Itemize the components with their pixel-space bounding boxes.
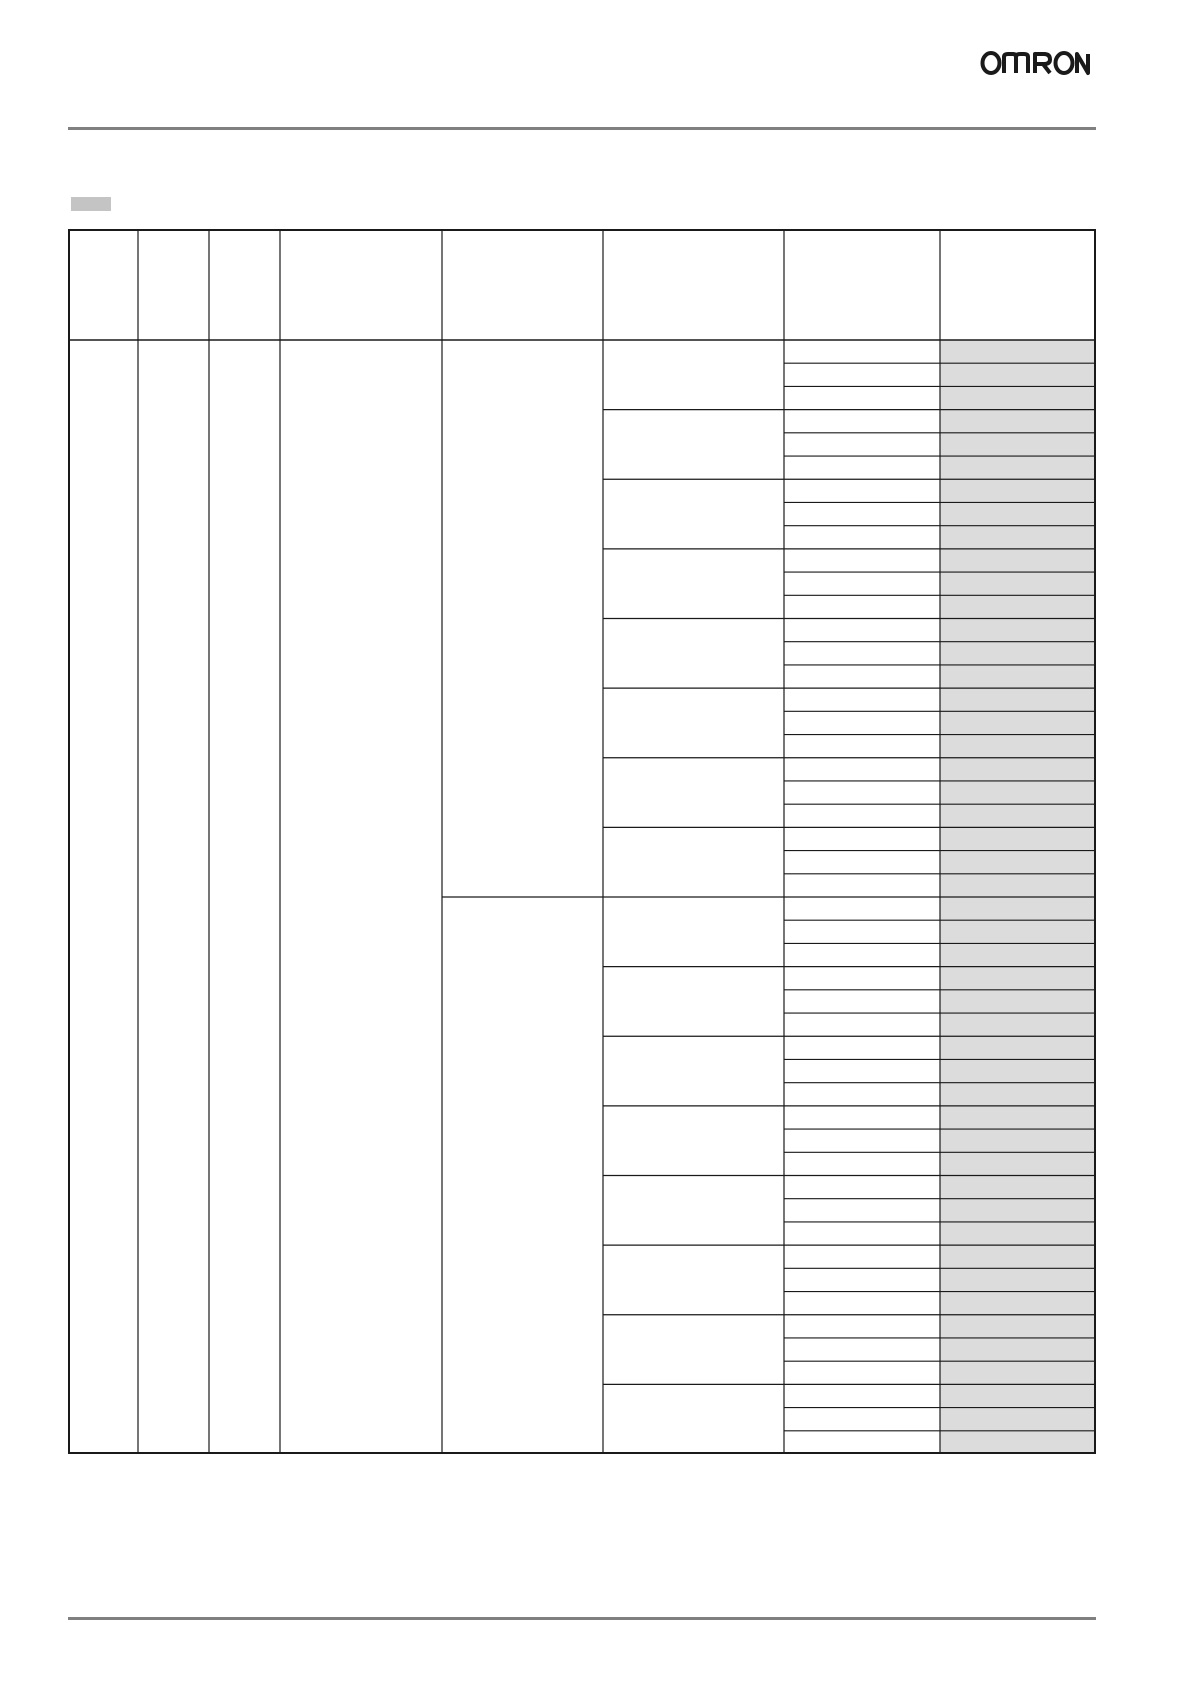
shaded-cell bbox=[940, 410, 1096, 433]
shaded-cell bbox=[940, 526, 1096, 549]
omron-logo-icon bbox=[980, 48, 1092, 78]
shaded-cell bbox=[940, 1129, 1096, 1152]
shaded-cell bbox=[940, 1176, 1096, 1199]
shaded-cell bbox=[940, 711, 1096, 734]
shaded-cell bbox=[940, 1292, 1096, 1315]
shaded-cell bbox=[940, 642, 1096, 665]
shaded-cell bbox=[940, 967, 1096, 990]
shaded-cell bbox=[940, 874, 1096, 897]
shaded-cell bbox=[940, 433, 1096, 456]
shaded-cell bbox=[940, 1059, 1096, 1082]
shaded-cell bbox=[940, 1384, 1096, 1407]
shaded-cell bbox=[940, 897, 1096, 920]
shaded-cell bbox=[940, 549, 1096, 572]
shaded-cell bbox=[940, 827, 1096, 850]
shaded-cell bbox=[940, 386, 1096, 409]
shaded-cell bbox=[940, 340, 1096, 363]
shaded-cell bbox=[940, 1152, 1096, 1175]
shaded-cell bbox=[940, 920, 1096, 943]
spec-table bbox=[68, 229, 1096, 1454]
shaded-cell bbox=[940, 1036, 1096, 1059]
shaded-cell bbox=[940, 619, 1096, 642]
shaded-cell bbox=[940, 1268, 1096, 1291]
shaded-cell bbox=[940, 479, 1096, 502]
footer-rule bbox=[68, 1617, 1096, 1620]
shaded-cell bbox=[940, 1083, 1096, 1106]
shaded-cell bbox=[940, 1315, 1096, 1338]
shaded-cell bbox=[940, 1408, 1096, 1431]
shaded-cell bbox=[940, 1431, 1096, 1454]
shaded-cell bbox=[940, 943, 1096, 966]
shaded-cell bbox=[940, 1199, 1096, 1222]
shaded-cell bbox=[940, 1222, 1096, 1245]
shaded-cell bbox=[940, 851, 1096, 874]
header-rule bbox=[68, 127, 1096, 130]
shaded-cell bbox=[940, 781, 1096, 804]
shaded-cell bbox=[940, 363, 1096, 386]
shaded-cell bbox=[940, 1338, 1096, 1361]
shaded-cell bbox=[940, 1245, 1096, 1268]
shaded-cell bbox=[940, 595, 1096, 618]
shaded-cell bbox=[940, 804, 1096, 827]
shaded-cell bbox=[940, 758, 1096, 781]
shaded-cell bbox=[940, 688, 1096, 711]
shaded-cell bbox=[940, 1106, 1096, 1129]
shaded-cell bbox=[940, 456, 1096, 479]
shaded-cell bbox=[940, 665, 1096, 688]
shaded-cell bbox=[940, 1361, 1096, 1384]
shaded-cell bbox=[940, 502, 1096, 525]
section-marker bbox=[71, 197, 111, 211]
shaded-cell bbox=[940, 990, 1096, 1013]
shaded-cell bbox=[940, 572, 1096, 595]
shaded-cell bbox=[940, 735, 1096, 758]
shaded-cell bbox=[940, 1013, 1096, 1036]
